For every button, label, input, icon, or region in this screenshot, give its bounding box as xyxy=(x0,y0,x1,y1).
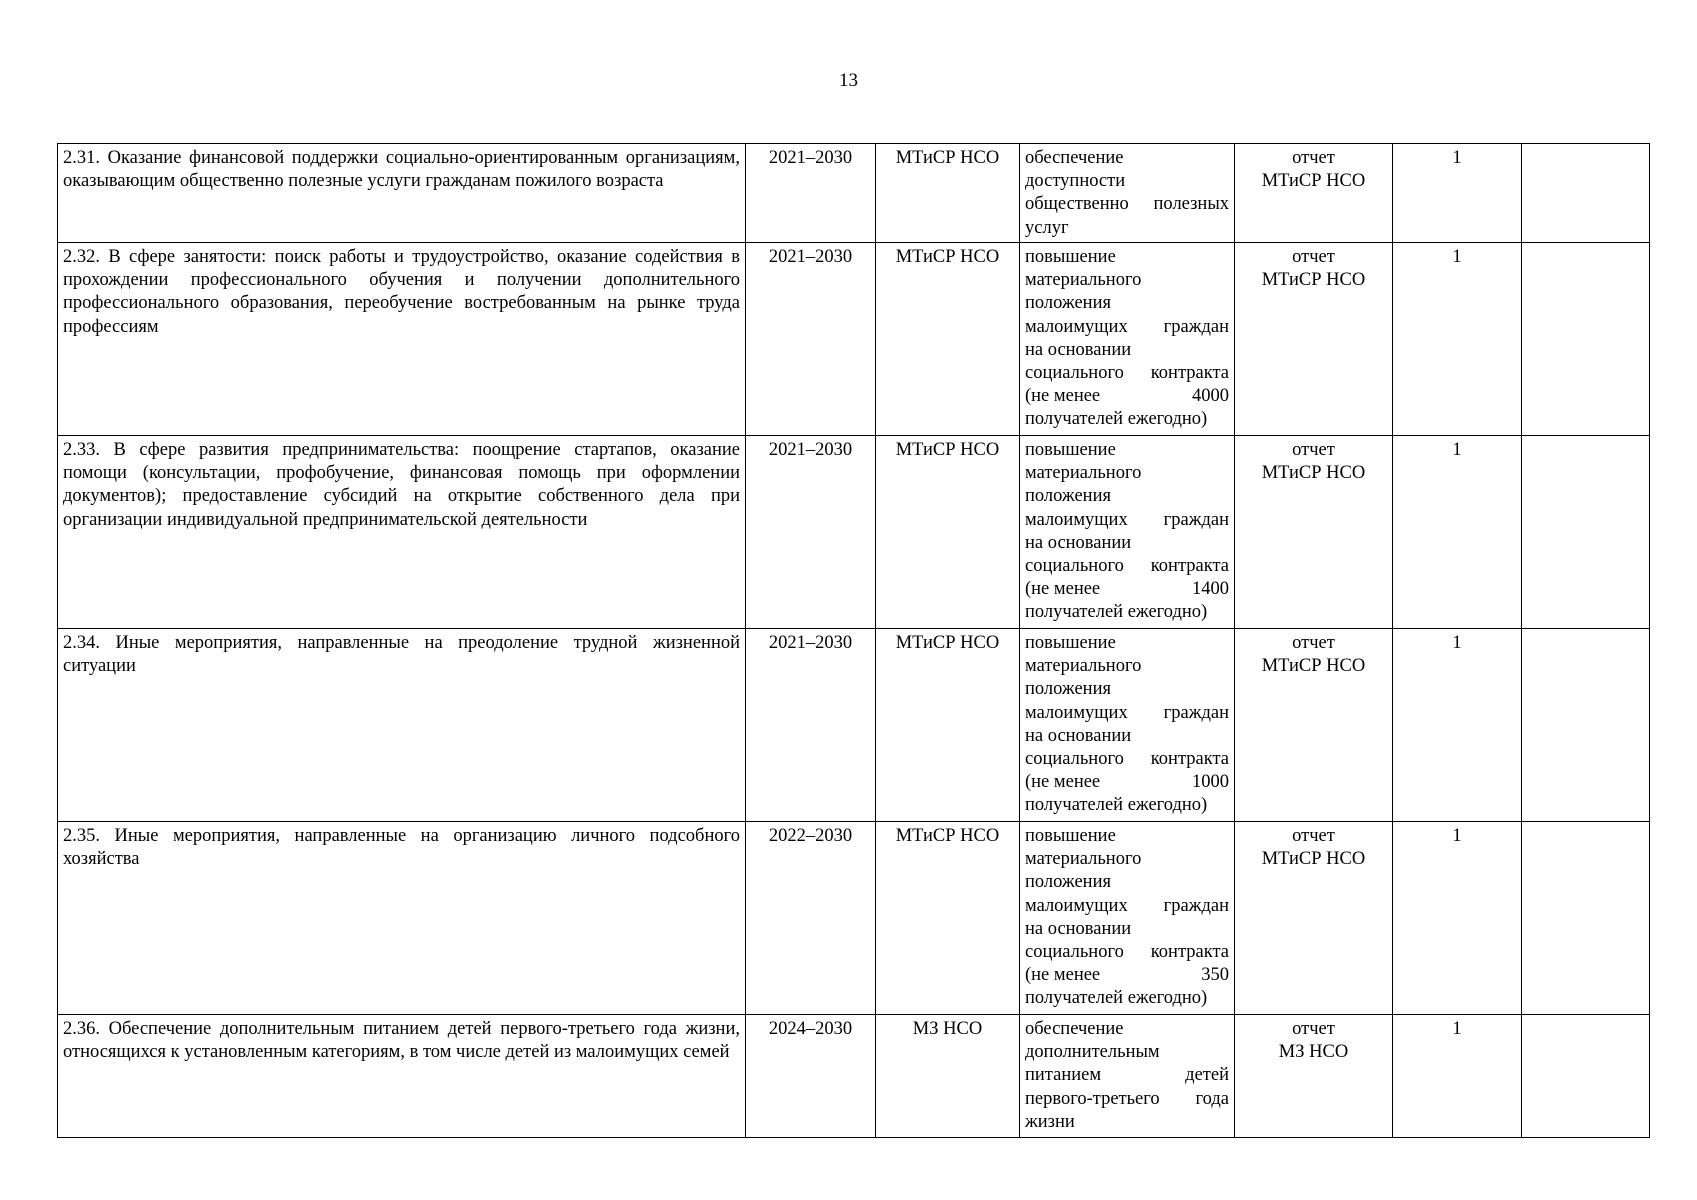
expected-result-line: повышение xyxy=(1025,826,1116,846)
measure-description xyxy=(58,629,746,822)
empty-cell xyxy=(1522,436,1650,629)
expected-result-line: на основании xyxy=(1025,339,1132,360)
measure-description-text: 2.36. Обеспечение дополнительным питанием детей первого-третьего года жизни, относящихся к установленным категориям, в том числе детей из малоимущих семей xyxy=(63,1019,740,1063)
measure-description xyxy=(58,1015,746,1138)
control-form-line: отчет xyxy=(1292,633,1335,653)
expected-result-line: малоимущих граждан xyxy=(1025,509,1229,530)
responsible-executor: МТиСР НСО xyxy=(876,144,1020,243)
table-row xyxy=(58,243,1650,436)
measure-description xyxy=(58,243,746,436)
responsible-executor: МТиСР НСО xyxy=(876,629,1020,822)
control-form xyxy=(1235,1015,1393,1138)
expected-result-line: социального контракта xyxy=(1025,363,1229,384)
indicator-value: 1 xyxy=(1393,436,1522,629)
expected-result-line: материального xyxy=(1025,849,1142,870)
table-row xyxy=(58,822,1650,1015)
expected-result-line: малоимущих граждан xyxy=(1025,702,1229,723)
control-form-line: МТиСР НСО xyxy=(1261,849,1366,870)
implementation-period: 2024–2030 xyxy=(746,1015,876,1138)
expected-result-line: повышение xyxy=(1025,247,1116,267)
expected-result-line: повышение xyxy=(1025,440,1116,460)
expected-result-line: обеспечение xyxy=(1025,148,1124,168)
indicator-value: 1 xyxy=(1393,629,1522,822)
control-form-line: отчет xyxy=(1292,826,1335,846)
empty-cell xyxy=(1522,822,1650,1015)
expected-result-line: (не менее 1000 xyxy=(1025,772,1229,793)
expected-result-line: (не менее 1400 xyxy=(1025,579,1229,600)
measure-description-text: 2.34. Иные мероприятия, направленные на преодоление трудной жизненной ситуации xyxy=(63,633,740,677)
expected-result-line: питанием детей xyxy=(1025,1065,1229,1086)
control-form xyxy=(1235,243,1393,436)
expected-result-line: социального контракта xyxy=(1025,556,1229,577)
measure-description xyxy=(58,436,746,629)
measure-description-text: 2.33. В сфере развития предпринимательства: поощрение стартапов, оказание помощи (консультации, профобучение, финансовая помощь при оформлении документов); предоставление субсидий на открытие собственного дела при организации индивидуальной предпринимательской деятельности xyxy=(63,440,740,530)
indicator-value: 1 xyxy=(1393,144,1522,243)
empty-cell xyxy=(1522,629,1650,822)
control-form-line: отчет xyxy=(1292,247,1335,267)
expected-result-line: дополнительным xyxy=(1025,1042,1160,1063)
expected-result-line: доступности xyxy=(1025,171,1126,192)
expected-result-line: социального контракта xyxy=(1025,749,1229,770)
table-body xyxy=(58,144,1650,1138)
expected-result-line: материального xyxy=(1025,463,1142,484)
measure-description-text: 2.32. В сфере занятости: поиск работы и трудоустройство, оказание содействия в прохождении профессионального обучения и получении дополнительного профессионального образования, переобучение востребованным на рынке труда профессиям xyxy=(63,247,740,337)
control-form-line: МТиСР НСО xyxy=(1261,171,1366,192)
control-form-line: МТиСР НСО xyxy=(1261,463,1366,484)
expected-result-line: получателей ежегодно) xyxy=(1025,988,1208,1009)
control-form-line: отчет xyxy=(1292,148,1335,168)
expected-result-line: получателей ежегодно) xyxy=(1025,602,1208,623)
expected-result-line: услуг xyxy=(1025,217,1069,238)
expected-result xyxy=(1020,144,1235,243)
expected-result-line: на основании xyxy=(1025,918,1132,939)
implementation-period: 2021–2030 xyxy=(746,629,876,822)
control-form-line: отчет xyxy=(1292,1019,1335,1039)
expected-result-line: на основании xyxy=(1025,725,1132,746)
expected-result-line: положения xyxy=(1025,293,1111,314)
expected-result-line: положения xyxy=(1025,486,1111,507)
control-form xyxy=(1235,144,1393,243)
implementation-period: 2022–2030 xyxy=(746,822,876,1015)
control-form-line: МТиСР НСО xyxy=(1261,270,1366,291)
expected-result-line: материального xyxy=(1025,656,1142,677)
responsible-executor: МТиСР НСО xyxy=(876,822,1020,1015)
control-form xyxy=(1235,629,1393,822)
expected-result-line: социального контракта xyxy=(1025,942,1229,963)
measure-description-text: 2.35. Иные мероприятия, направленные на организацию личного подсобного хозяйства xyxy=(63,826,740,870)
expected-result xyxy=(1020,629,1235,822)
expected-result-line: получателей ежегодно) xyxy=(1025,795,1208,816)
table-row xyxy=(58,1015,1650,1138)
indicator-value: 1 xyxy=(1393,1015,1522,1138)
expected-result-line: общественно полезных xyxy=(1025,194,1229,215)
control-form xyxy=(1235,822,1393,1015)
expected-result-line: малоимущих граждан xyxy=(1025,895,1229,916)
indicator-value: 1 xyxy=(1393,243,1522,436)
expected-result xyxy=(1020,822,1235,1015)
expected-result-line: положения xyxy=(1025,679,1111,700)
expected-result-line: положения xyxy=(1025,872,1111,893)
responsible-executor: МТиСР НСО xyxy=(876,243,1020,436)
expected-result-line: жизни xyxy=(1025,1111,1075,1132)
responsible-executor: МТиСР НСО xyxy=(876,436,1020,629)
measures-table xyxy=(57,143,1650,1138)
implementation-period: 2021–2030 xyxy=(746,436,876,629)
empty-cell xyxy=(1522,144,1650,243)
empty-cell xyxy=(1522,1015,1650,1138)
expected-result-line: обеспечение xyxy=(1025,1019,1124,1039)
control-form-line: МЗ НСО xyxy=(1278,1042,1349,1063)
expected-result-line: (не менее 350 xyxy=(1025,965,1229,986)
table-row xyxy=(58,144,1650,243)
expected-result-line: первого-третьего года xyxy=(1025,1088,1229,1109)
control-form-line: отчет xyxy=(1292,440,1335,460)
expected-result xyxy=(1020,436,1235,629)
implementation-period: 2021–2030 xyxy=(746,243,876,436)
control-form-line: МТиСР НСО xyxy=(1261,656,1366,677)
indicator-value: 1 xyxy=(1393,822,1522,1015)
expected-result-line: материального xyxy=(1025,270,1142,291)
table-row xyxy=(58,629,1650,822)
expected-result-line: малоимущих граждан xyxy=(1025,316,1229,337)
measure-description-text: 2.31. Оказание финансовой поддержки социально-ориентированным организациям, оказывающим общественно полезные услуги гражданам пожилого возраста xyxy=(63,148,740,192)
expected-result-line: (не менее 4000 xyxy=(1025,386,1229,407)
page-number: 13 xyxy=(839,70,858,91)
expected-result-line: на основании xyxy=(1025,532,1132,553)
empty-cell xyxy=(1522,243,1650,436)
implementation-period: 2021–2030 xyxy=(746,144,876,243)
measure-description xyxy=(58,822,746,1015)
measure-description xyxy=(58,144,746,243)
expected-result-line: получателей ежегодно) xyxy=(1025,409,1208,430)
control-form xyxy=(1235,436,1393,629)
responsible-executor: МЗ НСО xyxy=(876,1015,1020,1138)
expected-result xyxy=(1020,1015,1235,1138)
expected-result-line: повышение xyxy=(1025,633,1116,653)
expected-result xyxy=(1020,243,1235,436)
table-row xyxy=(58,436,1650,629)
